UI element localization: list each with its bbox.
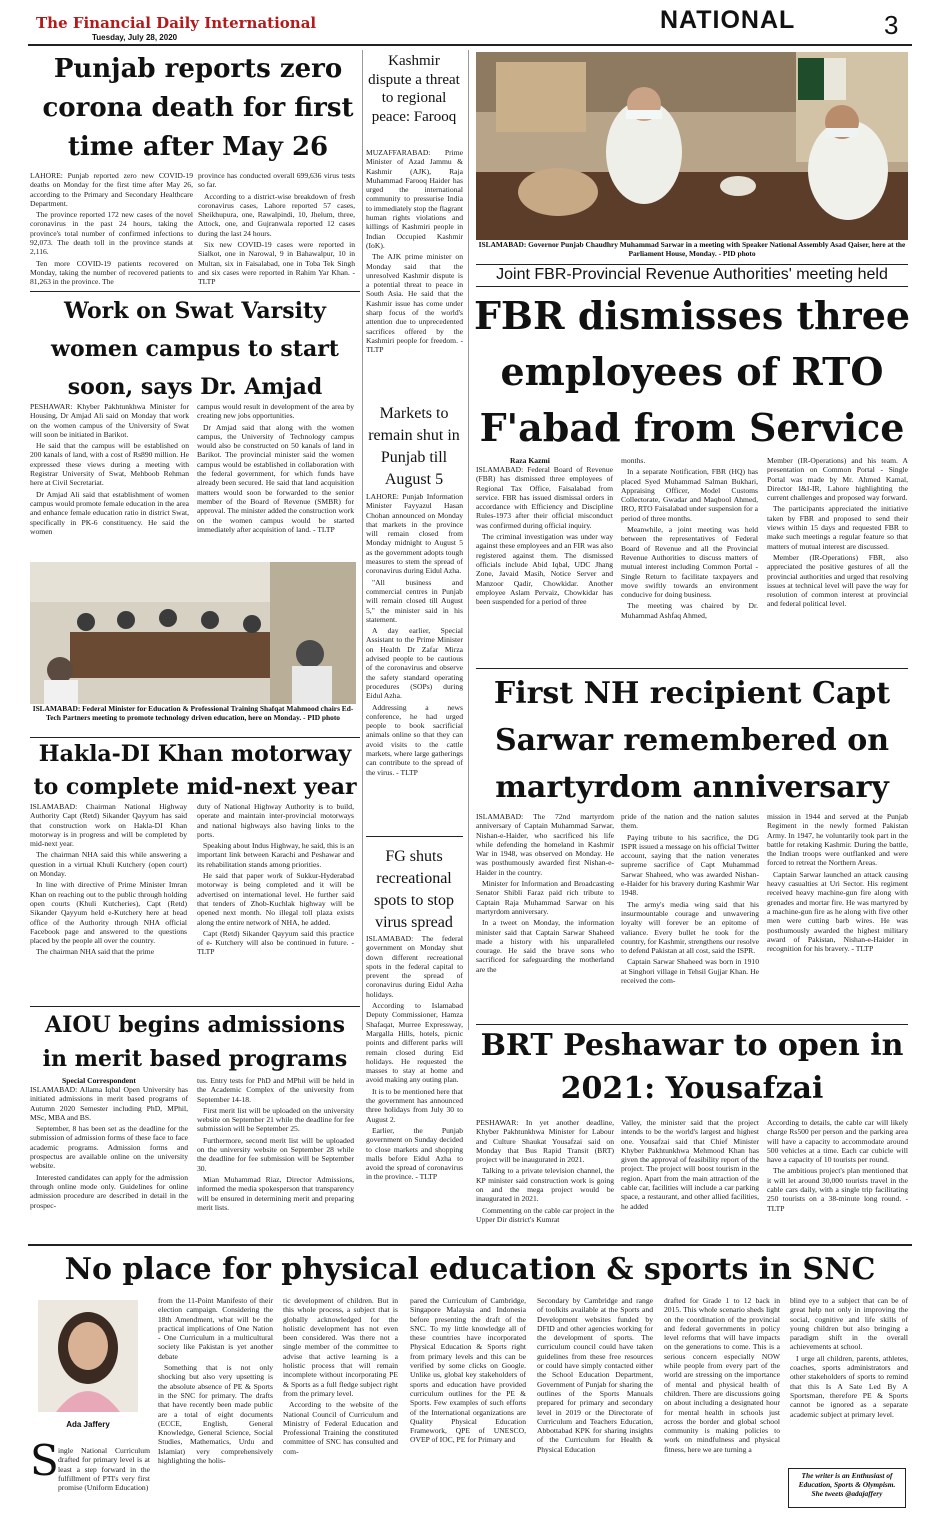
snc-col-6: drafted for Grade 1 to 12 back in 2015. This whole scenario sheds light on the coordination of the provincial and federal governments in policy level reforms that will have impacts on the generations to come. This is a serious concern especially NOW while people from every part of the world are stressing on the importance of mental and physical health of children. There are discussions going on about including a designated hour for mental health in schools just across the border and global school community is making policies to work on mindfulness and physical fitness, here we are turning a xyxy=(664,1296,780,1454)
fbr-headline: FBR dismisses three employees of RTO F'abad from Service xyxy=(473,293,911,450)
divider xyxy=(476,668,908,669)
fbr-kicker: Joint FBR-Provincial Revenue Authorities' meeting held xyxy=(496,266,888,283)
nh-col-2: pride of the nation and the nation salutes them. Paying tribute to his sacrifice, the DG ISPR issued a message on his official Twitter account, saying that the nation venerates supreme sacrifice of Capt Muhammad Sarwar Shaheed, who was awarded Nishan-e-Haider for his bravery during Kashmir War 1948. The army's media wing said that his insurmountable courage and unwavering loyalty will forever be an epitome of valiance. Every bullet he took for the country, for Kashmir, strengthens our resolve to defend Pakistan at all cost, said the ISPR. Captain Sarwar Shaheed was born in 1910 at Singhori village in Tehsil Gujjar Khan. He received the com- xyxy=(621,812,759,986)
brt-headline: BRT Peshawar to open in 2021: Yousafzai xyxy=(480,1028,904,1106)
conference-room-image xyxy=(30,562,356,704)
snc-col-1: ingle National Curriculum drafted for primary level is at least a step forward in the fulfillment of PTI's very first promise (Uniform Education) xyxy=(58,1446,150,1493)
snc-top-rule xyxy=(28,1244,912,1246)
column-divider xyxy=(468,50,469,1030)
nh-col-1: ISLAMABAD: The 72nd martyrdom anniversary of Captain Muhammad Sarwar, Nishan-e-Haider, who sacrificed his life while defending the homeland in Kashmir War in 1948, was observed on Monday. He was posthumously awarded first Nishan-e-Haider in the country. Minister for Information and Broadcasting Senator Shibli Faraz paid rich tribute to Captain Raja Muhammad Sarwar on his martyrdom anniversary. In a tweet on Monday, the information minister said that Captain Sarwar Shaheed made a history with his unparalleled courage. He said the brave sons who sacrificed for safeguarding the motherland are the xyxy=(476,812,614,974)
divider xyxy=(366,836,463,837)
markets-body: LAHORE: Punjab Information Minister Fayyazul Hasan Chohan announced on Monday that markets in the province will remain closed from Monday midnight to August 5 as the government adopts tough measures to stem the spread of coronavirus during Eidul Azha. "All business and commercial centres in Punjab will remain closed till August 5," the minister said in his statement. A day earlier, Special Assistant to the Prime Minister on Health Dr Zafar Mirza advised people to be cautious of the coronavirus and observe the safety standard operating procedures (SOPs) during Eidul Azha. Addressing a news conference, he had urged people to book sacrificial animals online so that they can avoid visits to the cattle markets, where large gatherings can contribute to the spread of the virus. - TLTP xyxy=(366,492,463,777)
divider xyxy=(30,1006,360,1007)
aiou-byline: Special Correspondent xyxy=(62,1076,136,1085)
masthead-rule xyxy=(28,44,912,46)
aiou-col-2: tus. Entry tests for PhD and MPhil will be held in the Academic Complex of the university from September 14-18. First merit list will be uploaded on the university website on September 21 while the deadline for fee submission will be September 25. Furthermore, second merit list will be uploaded on the university website on September 28 while the deadline for fee submission will be September 30. Mian Muhammad Riaz, Director Admissions, informed the media spokesperson that transparency will be ensured in determining merit and preparing merit lists. xyxy=(197,1076,354,1212)
dropcap: S xyxy=(30,1436,59,1485)
author-portrait-image xyxy=(38,1300,138,1412)
snc-col-3: tic development of children. But in this whole process, a subject that is globally acknowledged for the holistic development has not even been considered. Was there not a single member of the committee to advise that active learning is a holistic process that will remain incomplete without incorporating PE & Sports as a full fledge subject right from the primary level. According to the website of the National Council of Curriculum and Ministry of Federal Education and Professional Training the constituted committee of SNC has consulted and com- xyxy=(283,1296,398,1456)
author-name: Ada Jaffery xyxy=(66,1420,110,1429)
fg-headline: FG shuts recreational spots to stop virus spread xyxy=(373,848,454,931)
snc-headline: No place for physical education & sports in SNC xyxy=(64,1252,876,1287)
fbr-byline: Raza Kazmi xyxy=(510,456,550,465)
divider xyxy=(476,264,908,265)
column-divider xyxy=(362,50,363,1030)
governor-photo-caption: ISLAMABAD: Governor Punjab Chaudhry Muhammad Sarwar in a meeting with Speaker National Assembly Asad Qaiser, here at the Parliament House, Monday. - PID photo xyxy=(478,240,906,258)
brt-col-2: Valley, the minister said that the project intends to be the world's largest and highest one. Yousafzai said that Chief Minister Khyber Pakhtunkhwa Mehmood Khan has given the approval of feasibility report of the project. The project will boost tourism in the region. Apart from the main attraction of the cable car, facilities will include a car parking space, a restaurant, and other allied facilities, he added xyxy=(621,1118,759,1211)
issue-date: Tuesday, July 28, 2020 xyxy=(92,33,178,42)
hakla-headline: Hakla-DI Khan motorway to complete mid-next year xyxy=(33,741,357,800)
kashmir-body: MUZAFFARABAD: Prime Minister of Azad Jammu & Kashmir (AJK), Raja Muhammad Farooq Haider has urged the international community to pressurise India to immediately stop the flagrant human rights violations and killings of Kashmiri people in Indian Occupied Kashmir (IoK). The AJK prime minister on Monday said that the unresolved Kashmir dispute is a potential threat to peace in South Asia. He said that the Kashmir issue has come under sharp focus of the world's attention due to unprecedented sacrifices offered by the Kashmiri people for freedom. - TLTP xyxy=(366,148,463,355)
punjab-headline: Punjab reports zero corona death for first time after May 26 xyxy=(42,54,354,162)
hakla-col-2: duty of National Highway Authority is to build, operate and maintain inter-provincial motorways and national highways also having links to the ports. Speaking about Indus Highway, he said, this is an important link between Karachi and Peshawar and its rehabilitation stands among priorities. He said that paper work of Sukkur-Hyderabad motorway is being completed and it will be advertised on international level. He further said that tenders of Zhob-Kuchlak highway will be opened next month. No illegal toll plaza exists along the entire network of NHA, he added. Capt (Retd) Sikander Qayyum said this practice of e- Kutchery will also be continued in future. - TLTP xyxy=(197,802,354,957)
divider xyxy=(476,286,908,287)
edtech-photo-caption: ISLAMABAD: Federal Minister for Education & Professional Training Shafqat Mahmood chairs Ed-Tech Partners meeting to promote technology driven education, here on Monday. - PID photo xyxy=(32,704,354,722)
snc-col-7: blind eye to a subject that can be of great help not only in improving the social, cognitive and life skills of young children but also bringing a paradigm shift in the overall achievements at school. I urge all children, parents, athletes, coaches, sports administrators and other stakeholders of sports to remind that this Is A Sate Led By A Sportsman, therefore PE & Sports cannot be ignored as a separate academic subject at primary level. xyxy=(790,1296,908,1419)
paper-name: The Financial Daily International xyxy=(36,14,317,32)
swat-col-2: campus would result in development of the area by creating new jobs opportunities. Dr Amjad said that along with the women campus, the University of Technology campus would also be constructed on 50 kanals of land in Barikot. The provincial minister said the women campus would be established in collaboration with the federal government, for which funds have already been secured. He said that land acquisition matters would soon be forwarded to the senior member of the Board of Revenue (SMBR) for approval. The minister added the construction work on the women campus would be started immediately after acquisition of land. - TLTP xyxy=(197,402,354,534)
edtech-meeting-photo xyxy=(30,562,356,704)
fbr-col-2: months. In a separate Notification, FBR (HQ) has placed Syed Muhammad Salman Bukhari, Appraising Officer, Model Customs Collectorate, Gwadar and Maqbool Ahmed, IRO, RTO Faisalabad under suspension for a period of three months. Meanwhile, a joint meeting was held between the representatives of Federal Board of Revenue and all the Provincial Revenue Authorities to discuss matters of mutual interest including Common Portal - Single Return to facilitate taxpayers and move swiftly towards an environment conducive for doing business. The meeting was chaired by Dr. Muhammad Ashfaq Ahmed, xyxy=(621,456,758,620)
snc-col-4: pared the Curriculum of Cambridge, Singapore Malaysia and Indonesia before presenting the draft of the SNC. To my little knowledge all of these countries have incorporated Physical Education & Sports right from primary levels and this can be verified by some clicks on Google. Unlike us, global key stakeholders of sports and education have provided curriculum outlines for the PE & Sports. Few examples of such efforts of the International organizations are Quality Physical Education Framework, QPE of UNESCO, OVEP of IOC, PE for Primary and xyxy=(410,1296,526,1445)
nh-headline: First NH recipient Capt Sarwar remembered on martyrdom anniversary xyxy=(493,676,891,805)
swat-col-1: PESHAWAR: Khyber Pakhtunkhwa Minister for Housing, Dr Amjad Ali said on Monday that work on the women campus of the University of Swat will soon be initiated in Barikot. He said that the campus will be established on 200 kanals of land, with a cost of Rs890 million. He expressed these views during a meeting with Registrar University of Swat, Mehboob Rehman here at Civil Secretariat. Dr Amjad Ali said that establishment of women campus would promote female education in the area and enhance female education ratio in district Swat, specifically in PK-6 constituency. He said the women xyxy=(30,402,189,536)
markets-headline: Markets to remain shut in Punjab till August 5 xyxy=(368,405,460,488)
author-note-box xyxy=(788,1468,906,1508)
fbr-col-1: ISLAMABAD: Federal Board of Revenue (FBR) has dismissed three employees of Regional Tax Office, Faisalabad from service. FBR has issued dismissal orders in accordance with Efficiency and Discipline Rules-1973 after their official misconduct was confirmed during official inquiry. The criminal investigation was under way against these employees and an FIR was also registered against them. The dismissed officials include Abid Iqbal, UDC Jhang Zone, Javaid Masih, Notice Server and Manzoor Qadir, Chowkidar. Another employee Aslam Pervaiz, Chowkidar has been suspended for a period of three xyxy=(476,465,613,607)
kashmir-headline: Kashmir dispute a threat to regional peace: Farooq xyxy=(368,53,460,125)
punjab-col-1: LAHORE: Punjab reported zero new COVID-19 deaths on Monday for the first time after May 26, according to the Primary and Secondary Healthcare Department. The province reported 172 new cases of the novel coronavirus in the past 24 hours, taking the province's total number of confirmed infections to 92,073. The death toll in the province stands at 2,116. Ten more COVID-19 patients recovered on Monday, taking the number of recovered patients to 81,263 in the province. The xyxy=(30,171,193,287)
aiou-headline: AIOU begins admissions in merit based programs xyxy=(42,1012,348,1072)
nh-col-3: mission in 1944 and served at the Punjab Regiment in the newly formed Pakistan Army. In 1947, he voluntarily took part in the battle for retaking Kashmir. During the battle, the Indian troops were outflanked and were forced to retreat the Northern Areas. Captain Sarwar launched an attack causing heavy casualties at Uri Sector. His regiment received heavy machine-gun fire along with grenades and mortar fire. He was martyred by a machine-gun fire as he along with five other men were cutting barb wires. He was posthumously awarded the highest military award of Pakistan, Nishan-e-Haider in recognition for his bravery. - TLTP xyxy=(767,812,908,954)
section-name: NATIONAL xyxy=(660,6,796,34)
aiou-col-1: ISLAMABAD: Allama Iqbal Open University has initiated admissions in merit based programs of Autumn 2020 Semester including PhD, MPhil, MSc, MBA and BS. September, 8 has been set as the deadline for the submission of admission forms of these face to face academic programs. Admission forms and prospectus are available online on the university website. Interested candidates can apply for the admission through online mode only. Guidelines for online admission procedure are described in detail in the prospec- xyxy=(30,1085,188,1210)
snc-col-5: Secondary by Cambridge and range of toolkits available at the Sports and Development websites funded by DFID and other agencies working for the development of sports. The curriculum council could have taken guidelines from these free resources or could have simply contacted either the School Education Department, Government of Punjab for sharing the outlines of the Sports Manuals prepared for primary and secondary level in 2019 or the Directorate of Curriculum and Teachers Education, Abbottabad KPK for sharing insights of the Curriculum for Health & Physical Education xyxy=(537,1296,653,1454)
fg-body: ISLAMABAD: The federal government on Monday shut down different recreational spots in the federal capital to prevent the spread of coronavirus during Eidul Azha holidays. According to Islamabad Deputy Commissioner, Hamza Shafaqat, Murree Expressway, Margalla Hills, hotels, picnic points and different parks will remain closed during Eid holidays. He requested the masses to stay at home and avoid making any outing plan. It is to be mentioned here that the government has announced three holidays from July 30 to August 2. Earlier, the Punjab government on Sunday decided to close markets and shopping malls before Eidul Azha to avoid the spread of coronavirus in the province. - TLTP xyxy=(366,934,463,1182)
page-number: 3 xyxy=(884,10,899,40)
fbr-col-3: Member (IR-Operations) and his team. A presentation on Common Portal - Single Portal was made by Mr. Ahmed Kamal, Director I&I-IR, Lahore highlighting the current challenges and proposed way forward. The participants appreciated the initiative taken by FBR and proposed to send their views within 15 days and requested FBR to make such meetings a regular feature so that matters of mutual interest are discussed. Member (IR-Operations) FBR, also appreciated the positive gestures of all the provincial authorities and urged that resolving issues at technical level will pave the way for resolution of common interest at provincial and federal political level. xyxy=(767,456,908,609)
author-note: The writer is an Enthusiast of Education, Sports & Olympism. She tweets @adajaffery xyxy=(798,1471,896,1498)
meeting-room-image xyxy=(476,52,908,240)
author-photo xyxy=(38,1300,138,1412)
punjab-col-2: province has conducted overall 699,636 virus tests so far. According to a district-wise breakdown of fresh coronavirus cases, Lahore reported 57 cases, Sheikhupura, one, Rawalpindi, 10, Jhelum, three, Attock, one, and Gujranwala reported 12 cases during the last 24 hours. Six new COVID-19 cases were reported in Sialkot, one in Narowal, 9 in Bahawalpur, 10 in Multan, six in Faisalabad, one in Toba Tek Singh and six cases were reported in Rahim Yar Khan. - TLTP xyxy=(198,171,355,287)
hakla-col-1: ISLAMABAD: Chairman National Highway Authority Capt (Retd) Sikander Qayyum has said that construction work on Hakla-DI Khan motorway is in progress and will be completed by mid-next year. The chairman NHA said this while answering a question in a virtual Khuli Kutchery (open court) on Monday. In line with directive of Prime Minister Imran Khan on reaching out to the public through holding open courts (Khuli Kutcheries), Capt (Retd) Sikander Qayyum held e-Kutchery here at head office of the Authority through NHA official Facebook page and answered to the questions placed by the people all over the country. The chairman NHA said that the prime xyxy=(30,802,187,957)
swat-headline: Work on Swat Varsity women campus to start soon, says Dr. Amjad xyxy=(51,298,339,400)
snc-col-2: from the 11-Point Manifesto of their election campaign. Considering the 18th Amendment, what will be the practical implications of One Nation - One Curriculum in a multicultural society like Pakistan is yet another debate Something that is not only shocking but also very upsetting is the absolute absence of PE & Sports in the SNC for primary. The drafts that have recently been made public are a total of eight documents (ECCE, English, General Knowledge, General Science, Social Studies, Mathematics, Urdu and Islamiat) very comprehensively highlighting the holis- xyxy=(158,1296,273,1466)
governor-meeting-photo xyxy=(476,52,908,240)
brt-col-3: According to details, the cable car will likely charge Rs500 per person and the parking area will have a capacity to accommodate around 500 vehicles at a time. Each car cubicle will have a capacity of 10 tourists per round. The ambitious project's plan mentioned that it will let around 30,000 tourists travel in the cable cars daily, with a single trip facilitating 250 tourists on a 38-minute long round. - TLTP xyxy=(767,1118,908,1213)
brt-col-1: PESHAWAR: In yet another deadline, Khyber Pakhtunkhwa Minister for Labour and Culture Shaukat Yousafzai said on Monday that Bus Rapid Transit (BRT) project will be inaugurated in 2021. Talking to a private television channel, the KP minister said construction work is going on and the mega project would be inaugurated in 2021. Commenting on the cable car project in the Upper Dir district's Kumrat xyxy=(476,1118,614,1224)
